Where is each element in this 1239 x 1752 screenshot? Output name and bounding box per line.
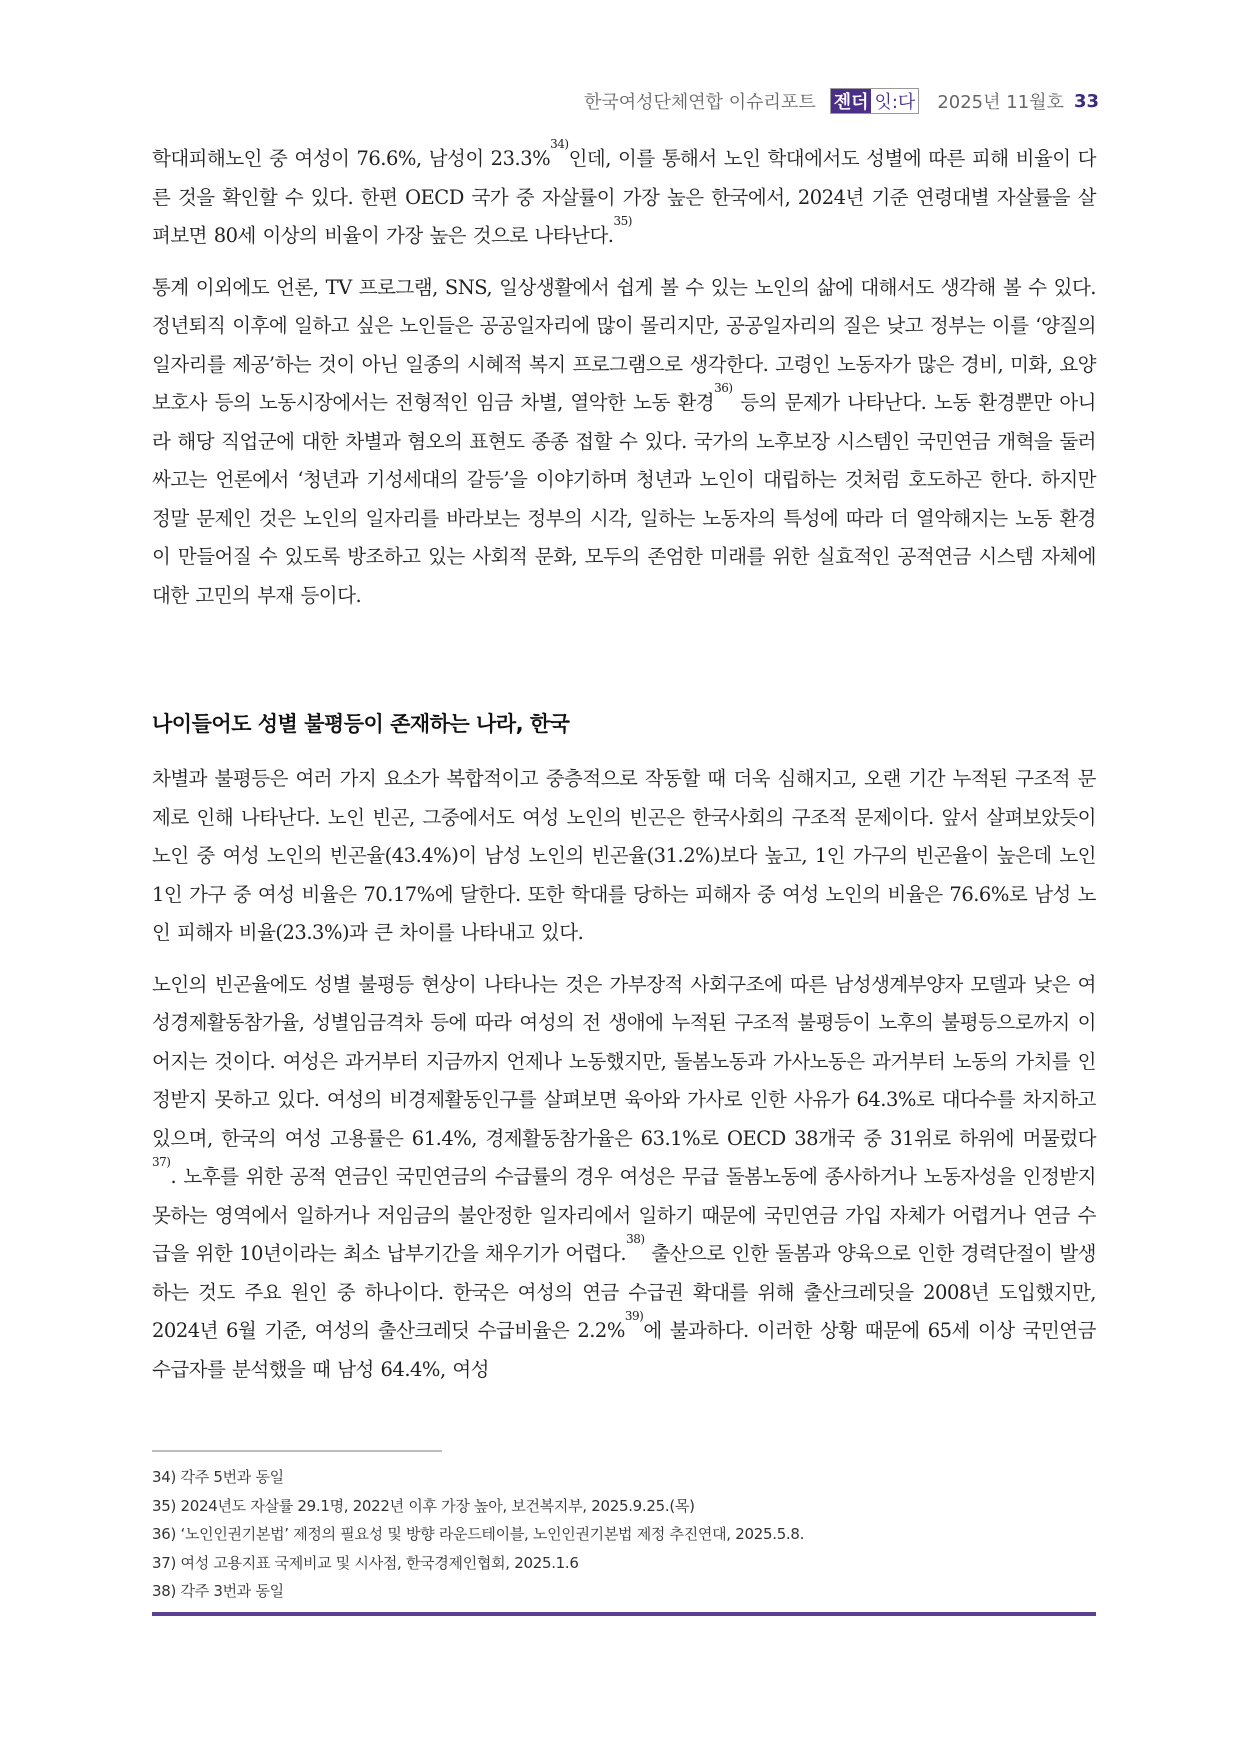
footnote-ref: 37)	[152, 1155, 171, 1169]
page-number: 33	[1073, 90, 1099, 112]
issue-date: 2025년 11월호	[937, 92, 1064, 113]
footnotes	[152, 1463, 1096, 1606]
footnote-36: 36) ‘노인인권기본법’ 제정의 필요성 및 방향 라운드테이블, 노인인권기본법 제정 추진연대, 2025.5.8.	[152, 1525, 805, 1543]
paragraph: 노인의 빈곤율에도 성별 불평등 현상이 나타나는 것은 가부장적 사회구조에 따른 남성생계부양자 모델과 낮은 여성경제활동참가율, 성별임금격차 등에 따라 여성의 전 생애에 누적된 구조적 불평등이 노후의 불평등으로까지 이어지는 것이다. 여성은 과거부터 지금까지 언제나 노동했지만, 돌봄노동과 가사노동은 과거부터 노동의 가치를 인정받지 못하고 있다. 여성의 비경제활동인구를 살펴보면 육아와 가사로 인한 사유가 64.3%로 대다수를 차지하고 있으며, 한국의 여성 고용률은 61.4%, 경제활동참가율은 63.1%로 OECD 38개국 중 31위로 하위에 머물렀다$^{37)}$. 노후를 위한 공적 연금인 국민연금의 수급률의 경우 여성은 무급 돌봄노동에 종사하거나 노동자성을 인정받지 못하는 영역에서 일하거나 저임금의 불안정한 일자리에서 일하기 때문에 국민연금 가입 자체가 어렵거나 연금 수급을 위한 10년이라는 최소 납부기간을 채우기가 어렵다.$^{38)}$ 출산으로 인한 돌봄과 양육으로 인한 경력단절이 발생하는 것도 주요 원인 중 하나이다. 한국은 여성의 연금 수급권 확대를 위해 출산크레딧을 2008년 도입했지만, 2024년 6월 기준, 여성의 출산크레딧 수급비율은 2.2%$^{39)}$에 불과하다. 이러한 상황 때문에 65세 이상 국민연금 수급자를 분석했을 때 남성 64.4%, 여성	[152, 972, 1096, 1381]
body-section	[152, 760, 1096, 1402]
page-header	[584, 86, 1099, 116]
footnote-34: 34) 각주 5번과 동일	[152, 1468, 284, 1486]
footnote-ref: 39)	[624, 1309, 644, 1323]
paragraph: 통계 이외에도 언론, TV 프로그램, SNS, 일상생활에서 쉽게 볼 수 있는 노인의 삶에 대해서도 생각해 볼 수 있다. 정년퇴직 이후에 일하고 싶은 노인들은 공공일자리에 많이 몰리지만, 공공일자리의 질은 낮고 정부는 이를 ‘양질의 일자리를 제공’하는 것이 아닌 일종의 시혜적 복지 프로그램으로 생각한다. 고령인 노동자가 많은 경비, 미화, 요양보호사 등의 노동시장에서는 전형적인 임금 차별, 열악한 노동 환경$^{36)}$ 등의 문제가 나타난다. 노동 환경뿐만 아니라 해당 직업군에 대한 차별과 혐오의 표현도 종종 접할 수 있다. 국가의 노후보장 시스템인 국민연금 개혁을 둘러싸고는 언론에서 ‘청년과 기성세대의 갈등’을 이야기하며 청년과 노인이 대립하는 것처럼 호도하곤 한다. 하지만 정말 문제인 것은 노인의 일자리를 바라보는 정부의 시각, 일하는 노동자의 특성에 따라 더 열악해지는 노동 환경이 만들어질 수 있도록 방조하고 있는 사회적 문화, 모두의 존엄한 미래를 위한 실효적인 공적연금 시스템 자체에 대한 고민의 부재 등이다.	[152, 275, 1096, 607]
section-heading: 나이들어도 성별 불평등이 존재하는 나라, 한국	[152, 712, 570, 736]
publication-logo	[830, 88, 920, 114]
footnote-38: 38) 각주 3번과 동일	[152, 1582, 284, 1600]
body-top	[152, 137, 1096, 628]
footnote-divider	[152, 1450, 442, 1452]
logo-part-1: 젠더	[831, 89, 872, 113]
publication-name: 한국여성단체연합 이슈리포트	[583, 92, 816, 113]
paragraph: 학대피해노인 중 여성이 76.6%, 남성이 23.3%$^{34)}$인데, 이를 통해서 노인 학대에서도 성별에 따른 피해 비율이 다른 것을 확인할 수 있다. 한편 OECD 국가 중 자살률이 가장 높은 한국에서, 2024년 기준 연령대별 자살률을 살펴보면 80세 이상의 비율이 가장 높은 것으로 나타난다.$^{35)}$	[152, 137, 1096, 247]
footnote-ref: 38)	[626, 1232, 645, 1246]
paragraph: 차별과 불평등은 여러 가지 요소가 복합적이고 중층적으로 작동할 때 더욱 심해지고, 오랜 기간 누적된 구조적 문제로 인해 나타난다. 노인 빈곤, 그중에서도 여성 노인의 빈곤은 한국사회의 구조적 문제이다. 앞서 살펴보았듯이 노인 중 여성 노인의 빈곤율(43.4%)이 남성 노인의 빈곤율(31.2%)보다 높고, 1인 가구의 빈곤율이 높은데 노인 1인 가구 중 여성 비율은 70.17%에 달한다. 또한 학대를 당하는 피해자 중 여성 노인의 비율은 76.6%로 남성 노인 피해자 비율(23.3%)과 큰 차이를 나타내고 있다.	[152, 767, 1096, 944]
footnote-ref: 36)	[714, 381, 733, 395]
footnote-ref: 34)	[550, 137, 569, 151]
footnote-37: 37) 여성 고용지표 국제비교 및 시사점, 한국경제인협회, 2025.1.6	[152, 1553, 579, 1572]
footer-rule	[152, 1612, 1096, 1616]
logo-part-2: 잇:다	[871, 89, 918, 113]
footnote-ref: 35)	[613, 214, 632, 228]
footnote-35: 35) 2024년도 자살률 29.1명, 2022년 이후 가장 높아, 보건복지부, 2025.9.25.(목)	[152, 1496, 695, 1515]
